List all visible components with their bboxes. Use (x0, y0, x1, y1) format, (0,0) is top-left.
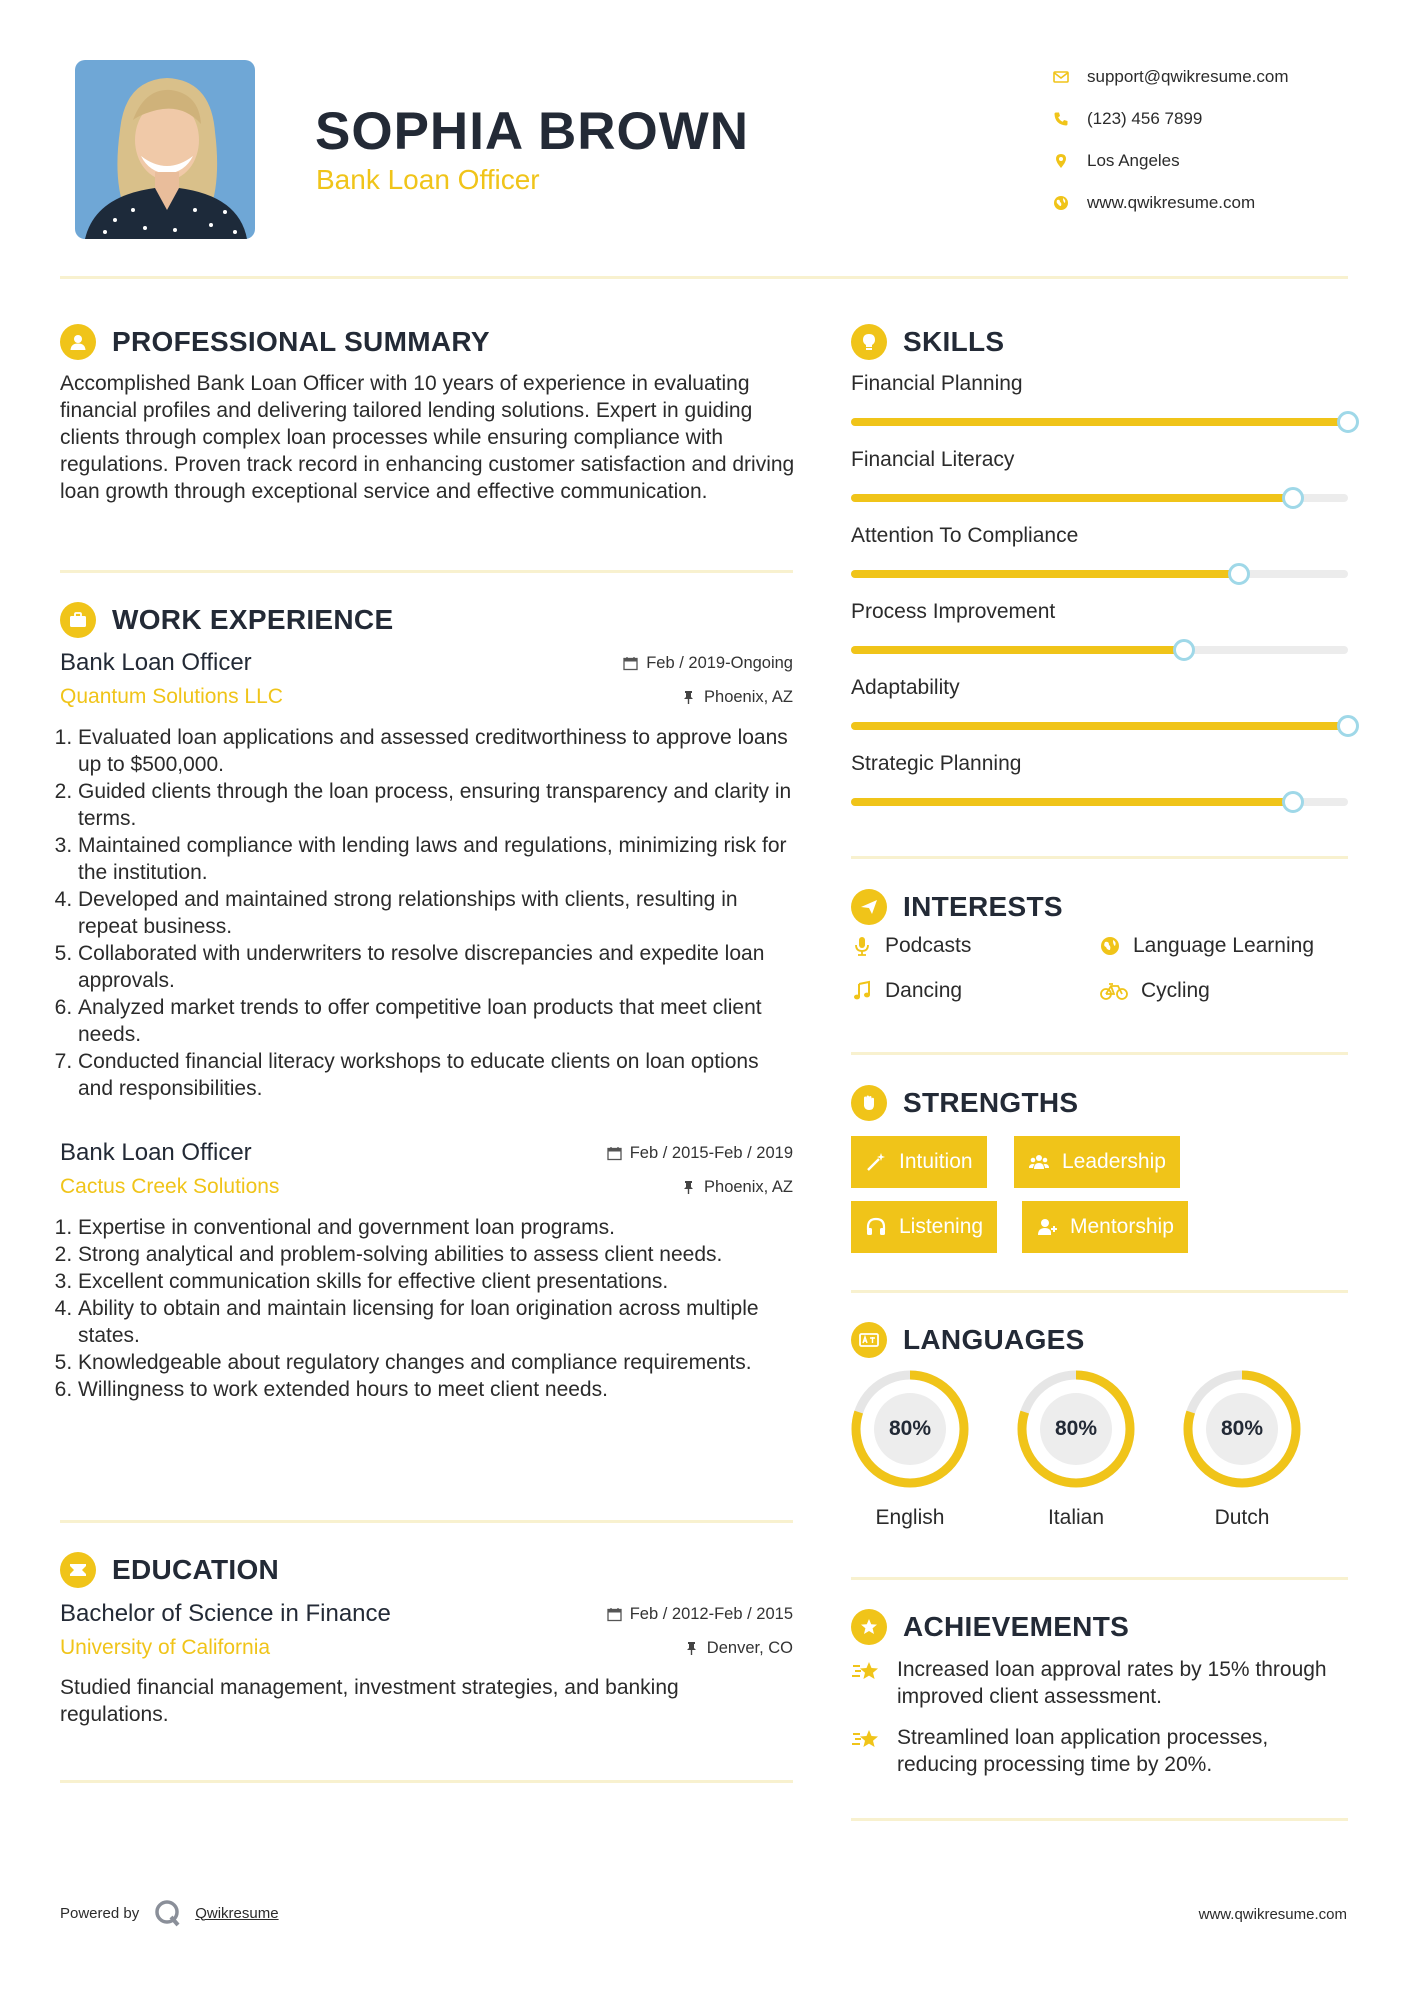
list-item: 4. Ability to obtain and maintain licensing for loan origination across multiple states. (78, 1295, 793, 1349)
job-duties-list (60, 724, 793, 1102)
list-item: 4. Developed and maintained strong relationships with clients, resulting in repeat business. (78, 886, 793, 940)
skill-bar-fill (851, 418, 1348, 426)
interest-cycling (1099, 979, 1210, 1003)
envelope-icon (1053, 69, 1087, 85)
language-percent: 80% (888, 1417, 932, 1440)
skill-bar-knob (1173, 639, 1195, 661)
list-item: 2. Guided clients through the loan process, ensuring transparency and clarity in terms. (78, 778, 793, 832)
language-ring (849, 1368, 971, 1490)
experience-divider (60, 1520, 793, 1523)
contact-location-text: Los Angeles (1087, 151, 1180, 170)
powered-by-text: Powered by (60, 1904, 140, 1922)
strength-label: Leadership (1062, 1150, 1166, 1173)
strengths-heading (851, 1085, 1078, 1121)
education-title: EDUCATION (112, 1554, 280, 1585)
shooting-star-icon (851, 1724, 883, 1756)
job-duties-list (60, 1214, 793, 1403)
strength-tag (1022, 1201, 1188, 1253)
language-item (1181, 1368, 1303, 1530)
achievement-item (851, 1656, 1348, 1710)
achievement-text: Streamlined loan application processes, reducing processing time by 20%. (897, 1726, 1269, 1776)
education-location (684, 1639, 793, 1658)
pushpin-icon (681, 1180, 696, 1195)
education-description: Studied financial management, investment strategies, and banking regulations. (60, 1676, 679, 1726)
skill-bar-track (851, 418, 1348, 426)
strengths-divider (851, 1290, 1348, 1293)
calendar-icon (623, 656, 638, 671)
contact-list (1053, 56, 1383, 224)
language-name: Italian (1047, 1506, 1105, 1529)
contact-email-text: support@qwikresume.com (1087, 67, 1289, 86)
achievement-item (851, 1724, 1348, 1778)
graduation-icon (60, 1552, 96, 1588)
languages-divider (851, 1577, 1348, 1580)
skill-bar-track (851, 646, 1348, 654)
experience-heading (60, 602, 393, 638)
education-dates (607, 1605, 793, 1624)
skill-bar-track (851, 722, 1348, 730)
skill-bar-fill (851, 722, 1348, 730)
contact-location (1053, 140, 1383, 182)
interest-dancing (851, 979, 962, 1003)
qwikresume-logo-icon (153, 1898, 183, 1928)
contact-website-text: www.qwikresume.com (1087, 193, 1256, 212)
job-entry-2 (60, 1136, 793, 1403)
contact-phone-text: (123) 456 7899 (1087, 109, 1203, 128)
skill-bar-fill (851, 494, 1293, 502)
magic-wand-icon (865, 1151, 887, 1173)
summary-heading (60, 324, 490, 360)
job-position: Bank Loan Officer (60, 1139, 252, 1166)
language-item (849, 1368, 971, 1530)
education-location-text: Denver, CO (706, 1638, 793, 1657)
job-dates-text: Feb / 2019-Ongoing (646, 653, 793, 672)
interests-title: INTERESTS (903, 891, 1063, 922)
skill-name: Financial Literacy (851, 448, 1015, 471)
job-dates (607, 1144, 793, 1163)
interest-label: Cycling (1141, 979, 1210, 1002)
language-ring (1181, 1368, 1303, 1490)
interest-label: Language Learning (1133, 934, 1315, 957)
education-dates-text: Feb / 2012-Feb / 2015 (629, 1604, 793, 1623)
user-icon (60, 324, 96, 360)
skill-bar-track (851, 570, 1348, 578)
skill-item (851, 674, 1348, 730)
interests-heading (851, 889, 1063, 925)
skill-item (851, 522, 1348, 578)
list-item: 6. Analyzed market trends to offer competitive loan products that meet client needs. (78, 994, 793, 1048)
lightbulb-icon (851, 324, 887, 360)
contact-phone[interactable] (1053, 98, 1383, 140)
job-dates-text: Feb / 2015-Feb / 2019 (629, 1143, 793, 1162)
list-item: 1. Evaluated loan applications and assessed creditworthiness to approve loans up to $500,000. (78, 724, 793, 778)
job-location (681, 688, 793, 707)
list-item: 3. Excellent communication skills for effective client presentations. (78, 1268, 793, 1295)
job-entry-1 (60, 646, 793, 1102)
language-ring (1015, 1368, 1137, 1490)
achievements-divider (851, 1818, 1348, 1821)
pushpin-icon (681, 690, 696, 705)
skill-name: Strategic Planning (851, 752, 1022, 775)
bicycle-icon (1099, 980, 1129, 1002)
job-location-text: Phoenix, AZ (704, 1177, 793, 1196)
list-item: 7. Conducted financial literacy workshops to educate clients on loan options and responsibilities. (78, 1048, 793, 1102)
job-location (681, 1178, 793, 1197)
paper-plane-icon (851, 889, 887, 925)
briefcase-icon (60, 602, 96, 638)
interests-divider (851, 1052, 1348, 1055)
footer-powered-by (60, 1898, 279, 1928)
language-icon (851, 1322, 887, 1358)
job-location-text: Phoenix, AZ (704, 687, 793, 706)
headphones-icon (865, 1216, 887, 1238)
language-percent: 80% (1220, 1417, 1264, 1440)
strength-label: Intuition (899, 1150, 973, 1173)
qwikresume-link[interactable]: Qwikresume (195, 1904, 279, 1922)
strength-label: Mentorship (1070, 1215, 1174, 1238)
education-heading (60, 1552, 279, 1588)
interest-podcasts (851, 934, 971, 958)
achievements-heading (851, 1609, 1129, 1645)
job-dates (623, 654, 793, 673)
list-item: 1. Expertise in conventional and government loan programs. (78, 1214, 793, 1241)
list-item: 6. Willingness to work extended hours to meet client needs. (78, 1376, 793, 1403)
contact-website[interactable] (1053, 182, 1383, 224)
skill-bar-fill (851, 646, 1184, 654)
user-plus-icon (1036, 1216, 1058, 1238)
list-item: 5. Knowledgeable about regulatory changes and compliance requirements. (78, 1349, 793, 1376)
skill-name: Attention To Compliance (851, 524, 1079, 547)
interest-label: Podcasts (885, 934, 972, 957)
pushpin-icon (684, 1641, 699, 1656)
summary-text: Accomplished Bank Loan Officer with 10 years of experience in evaluating financial profiles and delivering tailored lending solutions. Expert in guiding clients through complex loan processes while ensuring compliance with regulations. Proven track record in enhancing customer satisfaction and driving loan growth through exceptional service and effective communication. (60, 372, 795, 503)
languages-title: LANGUAGES (903, 1324, 1085, 1355)
skill-item (851, 370, 1348, 426)
skill-item (851, 750, 1348, 806)
education-entry (60, 1597, 793, 1665)
job-company: Cactus Creek Solutions (60, 1175, 280, 1198)
strength-tag (851, 1136, 987, 1188)
profile-photo (75, 60, 255, 239)
strength-tag (1014, 1136, 1180, 1188)
contact-email[interactable] (1053, 56, 1383, 98)
strength-tag (851, 1201, 997, 1253)
skills-heading (851, 324, 1004, 360)
skill-bar-knob (1282, 487, 1304, 509)
interest-language-learning (1099, 934, 1314, 958)
skill-name: Adaptability (851, 676, 960, 699)
list-item: 5. Collaborated with underwriters to resolve discrepancies and expedite loan approvals. (78, 940, 793, 994)
skill-bar-knob (1282, 791, 1304, 813)
summary-title: PROFESSIONAL SUMMARY (112, 326, 490, 357)
shooting-star-icon (851, 1656, 883, 1688)
interest-label: Dancing (885, 979, 963, 1002)
education-divider (60, 1780, 793, 1783)
candidate-name: SOPHIA BROWN (315, 102, 750, 161)
degree-name: Bachelor of Science in Finance (60, 1600, 391, 1627)
award-star-icon (851, 1609, 887, 1645)
skill-name: Process Improvement (851, 600, 1056, 623)
calendar-icon (607, 1607, 622, 1622)
calendar-icon (607, 1146, 622, 1161)
school-name: University of California (60, 1636, 271, 1659)
list-item: 3. Maintained compliance with lending laws and regulations, minimizing risk for the institution. (78, 832, 793, 886)
skills-divider (851, 856, 1348, 859)
microphone-icon (851, 935, 873, 957)
header-divider (60, 276, 1348, 279)
hand-icon (851, 1085, 887, 1121)
users-icon (1028, 1151, 1050, 1173)
skills-title: SKILLS (903, 326, 1005, 357)
skill-bar-knob (1337, 715, 1359, 737)
skill-bar-fill (851, 570, 1239, 578)
globe-icon (1053, 195, 1087, 211)
language-percent: 80% (1054, 1417, 1098, 1440)
job-position: Bank Loan Officer (60, 649, 252, 676)
skill-bar-knob (1228, 563, 1250, 585)
skill-item (851, 598, 1348, 654)
language-item (1015, 1368, 1137, 1530)
skill-bar-track (851, 798, 1348, 806)
skill-name: Financial Planning (851, 372, 1023, 395)
skill-bar-fill (851, 798, 1293, 806)
job-company: Quantum Solutions LLC (60, 685, 283, 708)
list-item: 2. Strong analytical and problem-solving abilities to assess client needs. (78, 1241, 793, 1268)
achievement-text: Increased loan approval rates by 15% through improved client assessment. (897, 1658, 1327, 1708)
experience-title: WORK EXPERIENCE (112, 604, 394, 635)
strength-label: Listening (899, 1215, 984, 1238)
location-pin-icon (1053, 153, 1087, 169)
skill-bar-track (851, 494, 1348, 502)
candidate-title: Bank Loan Officer (316, 164, 540, 195)
summary-divider (60, 570, 793, 573)
skill-item (851, 446, 1348, 502)
phone-icon (1053, 111, 1087, 127)
music-note-icon (851, 980, 873, 1002)
footer-website[interactable]: www.qwikresume.com (1198, 1906, 1347, 1923)
languages-heading (851, 1322, 1085, 1358)
globe-icon (1099, 935, 1121, 957)
language-name: Dutch (1214, 1506, 1270, 1529)
skill-bar-knob (1337, 411, 1359, 433)
achievements-title: ACHIEVEMENTS (903, 1611, 1130, 1642)
strengths-title: STRENGTHS (903, 1087, 1079, 1118)
language-name: English (875, 1506, 945, 1529)
